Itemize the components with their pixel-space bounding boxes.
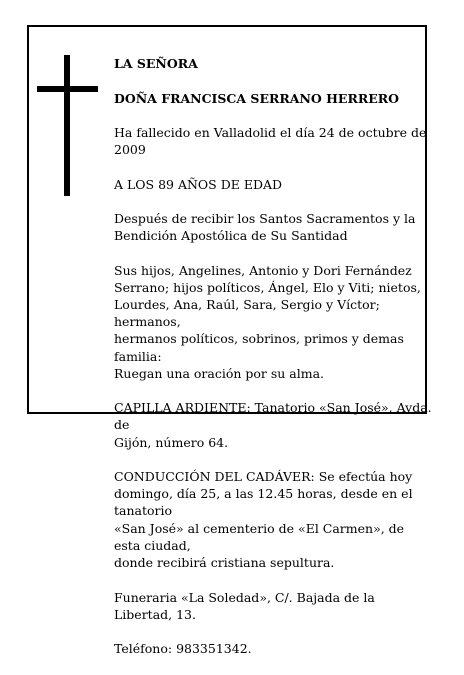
age-statement: A LOS 89 AÑOS DE EDAD (114, 176, 283, 192)
passing-statement: Ha fallecido en Valladolid el día 24 de octubre de 2009 (114, 125, 427, 158)
chapel-info: CAPILLA ARDIENTE: Tanatorio «San José», Avda. de Gijón, número 64. (114, 400, 432, 450)
funeral-home-info: Funeraria «La Soledad», C/. Bajada de la Libertad, 13. (114, 589, 375, 622)
obituary-text (114, 38, 432, 675)
notice-title: LA SEÑORA (114, 56, 198, 72)
procession-info: CONDUCCIÓN DEL CADÁVER: Se efectúa hoy domingo, día 25, a las 12.45 horas, desde en el tanatorio «San José» al cementerio de «El Carmen», de esta ciudad, donde recibirá cristiana sepultura. (114, 469, 413, 571)
family-statement: Sus hijos, Angelines, Antonio y Dori Fernández Serrano; hijos políticos, Ángel, Elo y Viti; nietos, Lourdes, Ana, Raúl, Sara, Sergio y Víctor; hermanos, hermanos políticos, sobrinos, primos y demas familia: Ruegan una oración por su alma. (114, 262, 421, 381)
phone-info: Teléfono: 983351342. (114, 641, 252, 657)
cross-icon (64, 55, 70, 196)
deceased-name: DOÑA FRANCISCA SERRANO HERRERO (114, 90, 400, 106)
sacraments-statement: Después de recibir los Santos Sacramentos y la Bendición Apostólica de Su Santidad (114, 211, 416, 244)
cross-icon-crossbar (37, 86, 98, 92)
